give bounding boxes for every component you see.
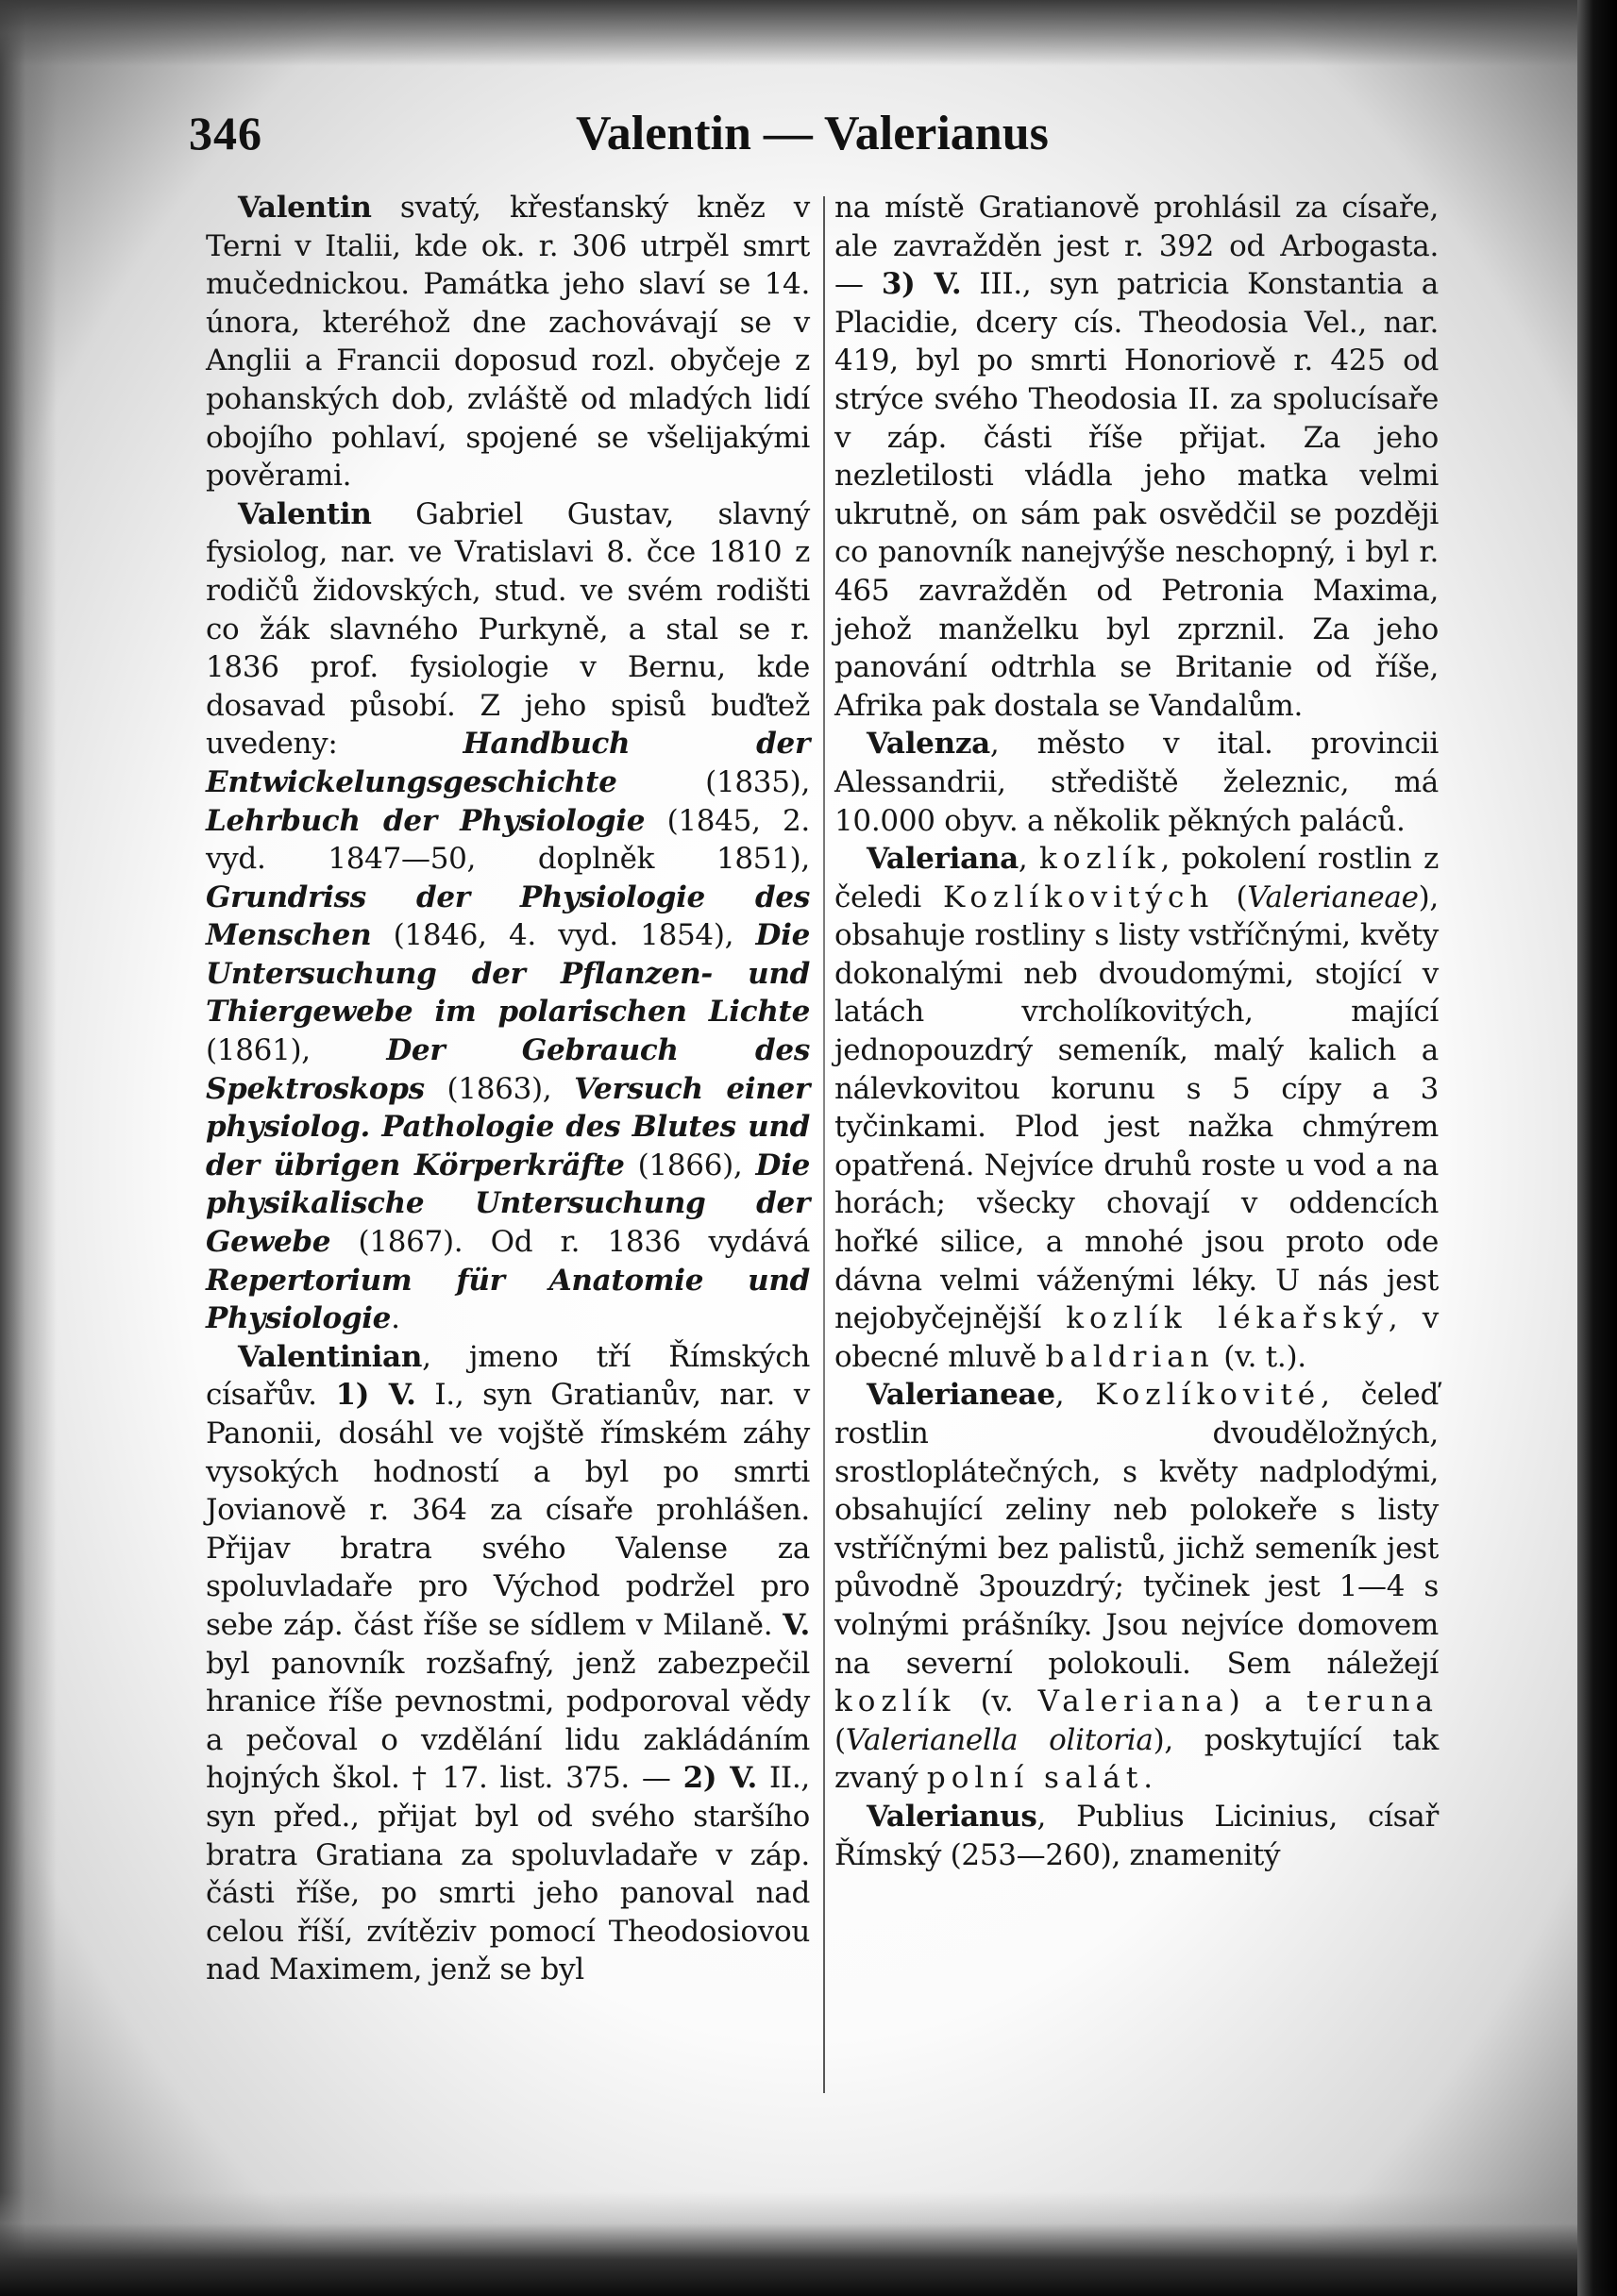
entry-text: (1861), bbox=[206, 1033, 387, 1068]
headword: Valentinian bbox=[238, 1339, 423, 1374]
spaced-term: Kozlíkovitých bbox=[943, 880, 1215, 914]
page-number: 346 bbox=[189, 107, 262, 159]
entry-text: . bbox=[1143, 1761, 1153, 1796]
left-column bbox=[206, 189, 810, 2104]
latin-term: Valerianella olitoria bbox=[845, 1722, 1154, 1757]
entry-valerianus bbox=[834, 1798, 1439, 1874]
entry-valenza bbox=[834, 725, 1439, 840]
entry-text: (v. t.). bbox=[1214, 1339, 1306, 1374]
spaced-term: Valeriana bbox=[1037, 1684, 1229, 1719]
entry-text: ( bbox=[1214, 880, 1248, 914]
right-column bbox=[834, 189, 1439, 2104]
headword: Valerianeae bbox=[867, 1378, 1055, 1413]
entry-text: (1845, 2. vyd. 1847—50, doplněk 1851), bbox=[206, 803, 810, 877]
entry-text: (1867). Od r. 1836 vydává bbox=[330, 1225, 810, 1260]
book-title: Der Gebrauch des Spektroskops bbox=[206, 1033, 811, 1106]
book-title: Grundriss der Physiologie des Menschen bbox=[206, 880, 810, 953]
book-title: Versuch einer physiolog. Pathologie des Blutes und der übrigen Körperkräfte bbox=[206, 1071, 810, 1182]
sub-entry-number: 2) V. bbox=[682, 1761, 757, 1796]
entry-valeriana bbox=[834, 840, 1439, 1376]
entry-text: III., syn patricia Konstantia a Placidie, dcery cís. Theodosia Vel., nar. 419, byl po smrti Honoriově r. 425 od strýce svého Theodosia II. za spolucísaře v záp. části říše přijat. Za jeho nezletilosti vládla jeho matka velmi ukrutně, on sám pak osvědčil se později co panovník nanejvýše neschopný, i byl r. 465 zavražděn od Petronia Maxima, jehož manželku byl zprznil. Za jeho panování odtrhla se Britanie od říše, Afrika pak dostala se Vandalům. bbox=[834, 267, 1439, 723]
sub-entry-number: 3) V. bbox=[881, 267, 962, 302]
entry-text: Gabriel Gustav, slavný fysiolog, nar. ve Vratislavi 8. čce 1810 z rodičů židovských, stud. ve svém rodišti co žák slavného Purkyně, a stal se r. 1836 prof. fysiologie v Bernu, kde dosavad působí. Z jeho spisů buďtež uvedeny: bbox=[206, 496, 810, 762]
entry-valentin-saint bbox=[206, 189, 810, 495]
entry-text: ( bbox=[834, 1722, 846, 1757]
sub-entry-number: 1) V. bbox=[335, 1378, 416, 1413]
entry-text: (v. bbox=[955, 1684, 1038, 1719]
book-title: Lehrbuch der Physiologie bbox=[206, 803, 646, 838]
column-divider bbox=[823, 196, 825, 2093]
entry-text: II., syn před., přijat byl od svého staršího bratra Gratiana za spoluvladaře v záp. části říše, po smrti jeho panoval nad celou říší, zvítěziv pomocí Theodosiovou nad Maximem, jenž se byl bbox=[206, 1761, 810, 1987]
entry-text: I., syn Gratianův, nar. v Panonii, dosáhl ve vojště římském záhy vysokých hodností a byl po smrti Jovianově r. 364 za císaře prohlášen. Přijav bratra svého Valense za spoluvladaře pro Východ podržel pro sebe záp. část říše se sídlem v Milaně. bbox=[206, 1378, 810, 1642]
entry-text: , bbox=[1018, 842, 1040, 877]
book-title: Die Untersuchung der Pflanzen- und Thiergewebe im polarischen Lichte bbox=[206, 918, 810, 1030]
scan-border-right bbox=[1577, 0, 1617, 2296]
headword: Valentin bbox=[238, 191, 372, 225]
headword: Valenza bbox=[867, 727, 990, 762]
book-title: Repertorium für Anatomie und Physiologie bbox=[206, 1263, 810, 1336]
entry-text: . bbox=[391, 1301, 400, 1336]
entry-text: (1835), bbox=[616, 764, 810, 799]
entry-valentinian-continued bbox=[834, 189, 1439, 725]
headword: Valerianus bbox=[867, 1799, 1037, 1834]
entry-text: ), poskytující tak zvaný bbox=[834, 1722, 1439, 1796]
entry-text: , čeleď rostlin dvouděložných, srostloplátečných, s květy nadplodými, obsahující zeliny neb polokeře s listy vstříčnými bez palistů, jichž semeník jest původně 3pouzdrý; tyčinek jest 1—4 s volnými prášníky. Jsou nejvíce domovem na severní polokouli. Sem náležejí bbox=[834, 1378, 1440, 1681]
spaced-term: polní salát bbox=[926, 1761, 1144, 1796]
scan-shadow-left bbox=[0, 0, 57, 2296]
spaced-term: kozlík lékařský bbox=[1066, 1301, 1389, 1336]
book-title: Handbuch der Entwickelungsgeschichte bbox=[206, 727, 810, 799]
entry-text: , Publius Licinius, císař Římský (253—260), znamenitý bbox=[834, 1799, 1439, 1872]
spaced-term: Kozlíkovité bbox=[1095, 1378, 1322, 1413]
entry-valerianeae bbox=[834, 1376, 1439, 1798]
scan-shadow-bottom bbox=[0, 2192, 1617, 2296]
spaced-term: teruna bbox=[1305, 1684, 1439, 1719]
entry-valentin-gabriel bbox=[206, 495, 810, 1338]
entry-text: ), obsahuje rostliny s listy vstříčnými, květy dokonalými neb dvoudomými, stojící v latách vrcholíkovitých, mající jednopouzdrý semeník, malý kalich a nálevkovitou korunu s 5 cípy a 3 tyčinkami. Plod jest nažka chmýrem opatřená. Nejvíce druhů roste u vod a na horách; všecky chovají v oddencích hořké silice, a mnohé jsou proto ode dávna velmi váženými léky. U nás jest nejobyčejnější bbox=[834, 880, 1439, 1336]
entry-text: na místě Gratianově prohlásil za císaře, ale zavražděn jest r. 392 od Arbogasta. — bbox=[834, 191, 1439, 302]
entry-text: svatý, křesťanský kněz v Terni v Italii, kde ok. r. 306 utrpěl smrt mučednickou. Památka jeho slaví se 14. února, kteréhož dne zachovávají se v Anglii a Francii doposud rozl. obyčeje z pohanských dob, zvláště od mladých lidí obojího pohlaví, spojené se všelijakými pověrami. bbox=[206, 191, 810, 494]
entry-text: (1866), bbox=[624, 1148, 756, 1182]
entry-text: , jmeno tří Římských císařův. bbox=[206, 1339, 810, 1413]
sub-entry-number: V. bbox=[783, 1607, 810, 1642]
spaced-term: kozlík bbox=[1039, 842, 1161, 877]
book-title: Die physikalische Untersuchung der Gewebe bbox=[206, 1148, 810, 1260]
entry-text: , pokolení rostlin z čeledi bbox=[834, 842, 1439, 914]
entry-text: (1863), bbox=[424, 1071, 575, 1106]
scan-shadow-top bbox=[0, 0, 1617, 66]
entry-text: , město v ital. provincii Alessandrii, střediště železnic, má 10.000 obyv. a několik pěkných paláců. bbox=[834, 727, 1439, 838]
latin-term: Valerianeae bbox=[1247, 880, 1419, 914]
spaced-term: kozlík bbox=[834, 1684, 956, 1719]
page-header bbox=[0, 102, 1617, 168]
spaced-term: baldrian bbox=[1045, 1339, 1215, 1374]
entry-text: , v obecné mluvě bbox=[834, 1301, 1439, 1374]
headword: Valeriana bbox=[867, 842, 1019, 877]
entry-text: (1846, 4. vyd. 1854), bbox=[371, 918, 756, 953]
headword: Valentin bbox=[238, 496, 372, 531]
running-title: Valentin — Valerianus bbox=[576, 107, 1049, 160]
entry-text: byl panovník rozšafný, jenž zabezpečil hranice říše pevnostmi, podporoval vědy a pečoval o vzdělání lidu zakládáním hojných škol. † 17. list. 375. — bbox=[206, 1646, 810, 1796]
entry-valentinian bbox=[206, 1338, 810, 1989]
entry-text: , bbox=[1054, 1378, 1096, 1413]
entry-text: ) a bbox=[1228, 1684, 1306, 1719]
